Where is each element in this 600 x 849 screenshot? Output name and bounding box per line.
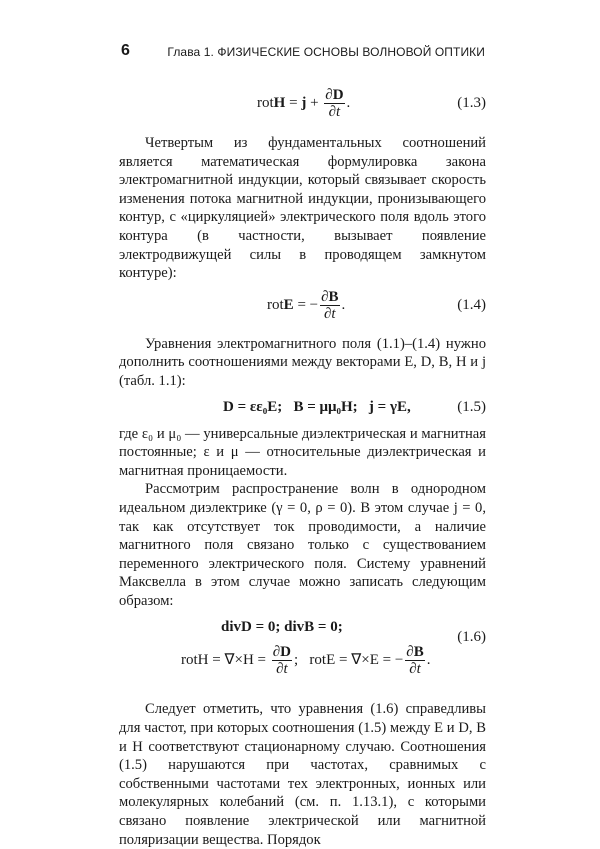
eq14-label: (1.4) bbox=[457, 297, 486, 314]
eq16-numerator-1: ∂D bbox=[272, 643, 291, 660]
eq14-numerator: ∂B bbox=[321, 289, 339, 306]
eq15-label: (1.5) bbox=[457, 399, 486, 416]
eq13-label: (1.3) bbox=[457, 94, 486, 111]
eq14-fraction bbox=[320, 289, 339, 322]
paragraph-induction: Четвертым из фундаментальных соотношений является математическая формулировка закона электромагнитной индукции, который связывает скорость изменения потока магнитной индукции, пронизывающего контур, с «циркуляцией» электрического поля вдоль этого контура (в частности, вызывает появление электродвижущей силы в проводящем замкнутом контуре): bbox=[119, 135, 486, 282]
equation-1-5 bbox=[119, 391, 486, 425]
eq14-equals: = − bbox=[293, 297, 319, 314]
eq16-rot-e: ; rotE = ∇×E = − bbox=[294, 652, 404, 669]
running-header bbox=[0, 42, 600, 62]
equation-1-3 bbox=[119, 80, 486, 126]
eq13-j: j bbox=[301, 94, 307, 111]
eq14-tail: . bbox=[341, 297, 346, 314]
eq14-lhs-vector: E bbox=[283, 297, 294, 314]
eq13-numerator: ∂D bbox=[325, 86, 344, 103]
eq13-fraction bbox=[324, 87, 344, 120]
eq13-tail: . bbox=[346, 94, 351, 111]
eq15-formula: D = εε₀E; B = μμ₀H; j = γE, bbox=[223, 399, 411, 416]
eq16-line2 bbox=[181, 640, 430, 680]
eq16-tail: . bbox=[426, 652, 431, 669]
eq16-fraction-2 bbox=[405, 644, 424, 677]
chapter-title: Глава 1. ФИЗИЧЕСКИЕ ОСНОВЫ ВОЛНОВОЙ ОПТИКИ bbox=[167, 45, 485, 59]
equation-1-6 bbox=[119, 616, 486, 692]
eq16-rot-h: rotH = ∇×H = bbox=[181, 652, 270, 669]
eq16-denominator-2: ∂t bbox=[409, 660, 421, 677]
eq16-denominator-1: ∂t bbox=[276, 660, 288, 677]
page-body bbox=[119, 80, 486, 849]
paragraph-frequencies: Следует отметить, что уравнения (1.6) справедливы для частот, при которых соотношения (1.5) между E и D, B и H соответствуют стационарному случаю. Соотношения (1.5) нарушаются при частотах, сравнимых с собственными частотами тех электронных, ионных или молекулярных колебаний (см. п. 1.13.1), с которыми связано появление электрической или магнитной поляризации вещества. Порядок bbox=[119, 701, 486, 848]
page-number: 6 bbox=[121, 42, 130, 59]
eq13-plus: + bbox=[306, 94, 323, 111]
eq13-lhs-vector: H bbox=[273, 94, 286, 111]
eq16-label: (1.6) bbox=[457, 629, 486, 646]
eq13-equals: = bbox=[285, 94, 302, 111]
eq16-line1: divD = 0; divB = 0; bbox=[221, 619, 343, 636]
eq14-lhs: rot bbox=[267, 297, 284, 314]
paragraph-constants: где ε₀ и μ₀ — универсальные диэлектрическая и магнитная постоянные; ε и μ — относительные диэлектрическая и магнитная проницаемости. bbox=[119, 425, 486, 479]
eq16-fraction-1 bbox=[272, 644, 292, 677]
eq13-lhs: rot bbox=[257, 94, 274, 111]
eq13-denominator: ∂t bbox=[328, 103, 341, 120]
paragraph-dielectric: Рассмотрим распространение волн в однородном идеальном диэлектрике (γ = 0, ρ = 0). В этом случае j = 0, так как отсутствует ток проводимости, а наличие магнитного поля связано только с существованием переменного электрического поля. Систему уравнений Максвелла в этом случае можно записать следующим образом: bbox=[119, 481, 486, 609]
eq14-denominator: ∂t bbox=[324, 306, 336, 323]
equation-1-4 bbox=[119, 283, 486, 329]
paragraph-relations: Уравнения электромагнитного поля (1.1)–(1.4) нужно дополнить соотношениями между векторами E, D, B, H и j (табл. 1.1): bbox=[119, 335, 486, 389]
eq16-numerator-2: ∂B bbox=[406, 643, 424, 660]
